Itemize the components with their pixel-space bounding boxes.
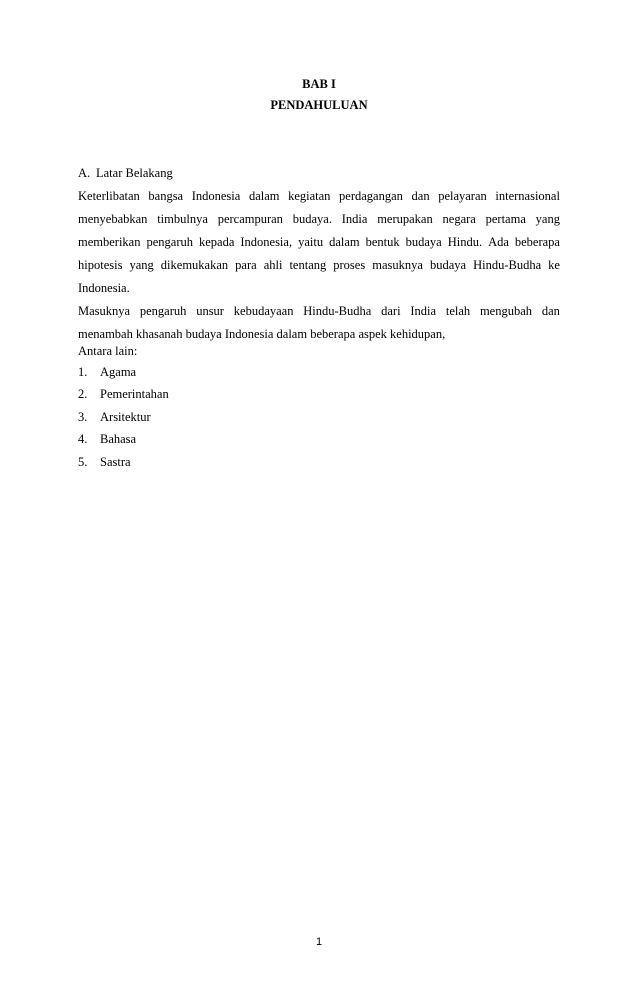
word: menyebabkan [78, 212, 148, 226]
word: yaitu [298, 235, 324, 249]
word: unsur [196, 304, 224, 318]
list-item-number: 5. [78, 454, 88, 469]
word: percampuran [217, 212, 283, 226]
section-heading [78, 162, 560, 185]
section-title: Latar Belakang [96, 166, 173, 180]
word: Masuknya [78, 304, 131, 318]
list-item-number: 2. [78, 387, 88, 402]
list-item-label: Arsitektur [100, 409, 151, 424]
word: bangsa [148, 189, 184, 203]
list-item-label: Pemerintahan [100, 387, 169, 402]
paragraph-line [78, 300, 560, 323]
word: Keterlibatan [78, 189, 140, 203]
list-intro: Antara lain: [78, 344, 138, 358]
word: pelayaran [438, 189, 487, 203]
aspect-list [78, 361, 169, 473]
list-item-number: 1. [78, 365, 88, 379]
paragraph-line [78, 185, 560, 208]
list-item [78, 406, 169, 428]
list-item-label: Agama [100, 365, 137, 379]
word: beberapa [514, 235, 560, 249]
list-item [78, 361, 169, 383]
word: kebudayaan [233, 304, 294, 318]
word: hipotesis [78, 258, 123, 272]
word: para [235, 258, 257, 272]
chapter-heading: BAB I [302, 77, 336, 91]
word: budaya [429, 258, 467, 272]
word: Indonesia, [240, 235, 293, 249]
word: budaya. [292, 212, 332, 226]
word: tentang [289, 258, 327, 272]
section-marker: A. [78, 166, 91, 180]
list-item-number: 3. [78, 409, 88, 424]
word: pengaruh [146, 235, 193, 249]
paragraph-line: Indonesia. [78, 281, 130, 295]
word: yang [129, 258, 154, 272]
word: ke [548, 258, 560, 272]
word: mengubah [479, 304, 533, 318]
word: India [341, 212, 368, 226]
word: kepada [198, 235, 235, 249]
word: dikemukakan [160, 258, 229, 272]
word: dan [411, 189, 430, 203]
word: internasional [495, 189, 560, 203]
word: pertama [485, 212, 526, 226]
page-number: 1 [315, 936, 323, 948]
word: Hindu-Budha [303, 304, 372, 318]
list-item [78, 451, 169, 473]
word: proses [333, 258, 366, 272]
word: timbulnya [157, 212, 208, 226]
list-item [78, 383, 169, 405]
paragraph-line: menambah khasanah budaya Indonesia dalam beberapa aspek kehidupan, [78, 327, 446, 341]
word: Indonesia [191, 189, 241, 203]
word: merupakan [377, 212, 433, 226]
word: Ada [488, 235, 509, 249]
word: telah [445, 304, 471, 318]
list-item [78, 428, 169, 450]
word: memberikan [78, 235, 141, 249]
word: dari [381, 304, 401, 318]
paragraph-line [78, 254, 560, 277]
word: Hindu. [447, 235, 483, 249]
word: India [410, 304, 437, 318]
list-item-number: 4. [78, 432, 88, 447]
word: perdagangan [339, 189, 403, 203]
list-item-label: Bahasa [100, 432, 137, 447]
word: negara [442, 212, 476, 226]
word: masuknya [372, 258, 423, 272]
word: bentuk [365, 235, 400, 249]
word: dan [541, 304, 560, 318]
word: yang [535, 212, 560, 226]
word: kegiatan [288, 189, 331, 203]
word: budaya [405, 235, 442, 249]
word: dalam [248, 189, 280, 203]
chapter-title: PENDAHULUAN [270, 98, 368, 112]
paragraph-1 [78, 185, 560, 300]
list-item-label: Sastra [100, 454, 131, 469]
word: dalam [329, 235, 360, 249]
word: Hindu-Budha [473, 258, 542, 272]
word: ahli [263, 258, 283, 272]
paragraph-line [78, 231, 560, 254]
paragraph-line [78, 208, 560, 231]
word: pengaruh [139, 304, 187, 318]
